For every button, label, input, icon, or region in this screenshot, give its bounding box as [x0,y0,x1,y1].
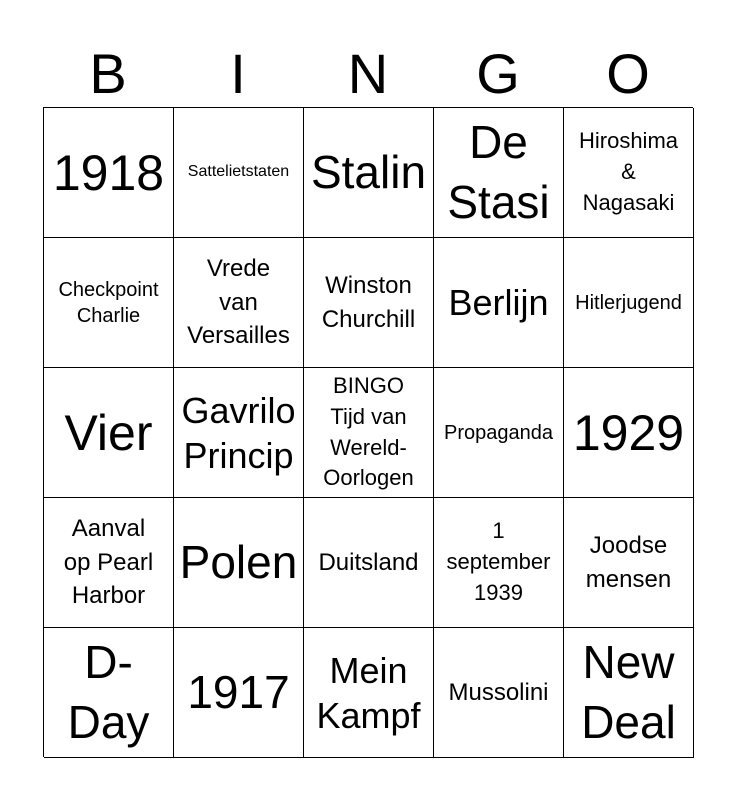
bingo-cell: Mein Kampf [304,628,434,758]
bingo-cell: Hiroshima & Nagasaki [564,108,694,238]
bingo-header [43,40,693,108]
bingo-cell: Gavrilo Princip [174,368,304,498]
header-letter-g: G [476,42,520,105]
bingo-cell: Mussolini [434,628,564,758]
bingo-cell: BINGO Tijd van Wereld- Oorlogen [304,368,434,498]
bingo-cell: Vrede van Versailles [174,238,304,368]
bingo-cell: Checkpoint Charlie [44,238,174,368]
bingo-cell: Stalin [304,108,434,238]
bingo-cell: Berlijn [434,238,564,368]
bingo-cell: Propaganda [434,368,564,498]
bingo-cell: Aanval op Pearl Harbor [44,498,174,628]
bingo-cell: Sattelietstaten [174,108,304,238]
bingo-cell: New Deal [564,628,694,758]
header-letter-i: I [230,42,246,105]
bingo-cell: 1917 [174,628,304,758]
header-letter-b: B [89,42,127,105]
bingo-cell: De Stasi [434,108,564,238]
bingo-cell: Winston Churchill [304,238,434,368]
bingo-cell: 1918 [44,108,174,238]
bingo-cell: 1 september 1939 [434,498,564,628]
bingo-cell: Vier [44,368,174,498]
bingo-cell: Duitsland [304,498,434,628]
bingo-cell: Hitlerjugend [564,238,694,368]
bingo-cell: D- Day [44,628,174,758]
header-letter-o: O [606,42,650,105]
bingo-cell: Polen [174,498,304,628]
bingo-cell: Joodse mensen [564,498,694,628]
bingo-cell: 1929 [564,368,694,498]
header-letter-n: N [347,42,389,105]
bingo-card [43,107,693,757]
